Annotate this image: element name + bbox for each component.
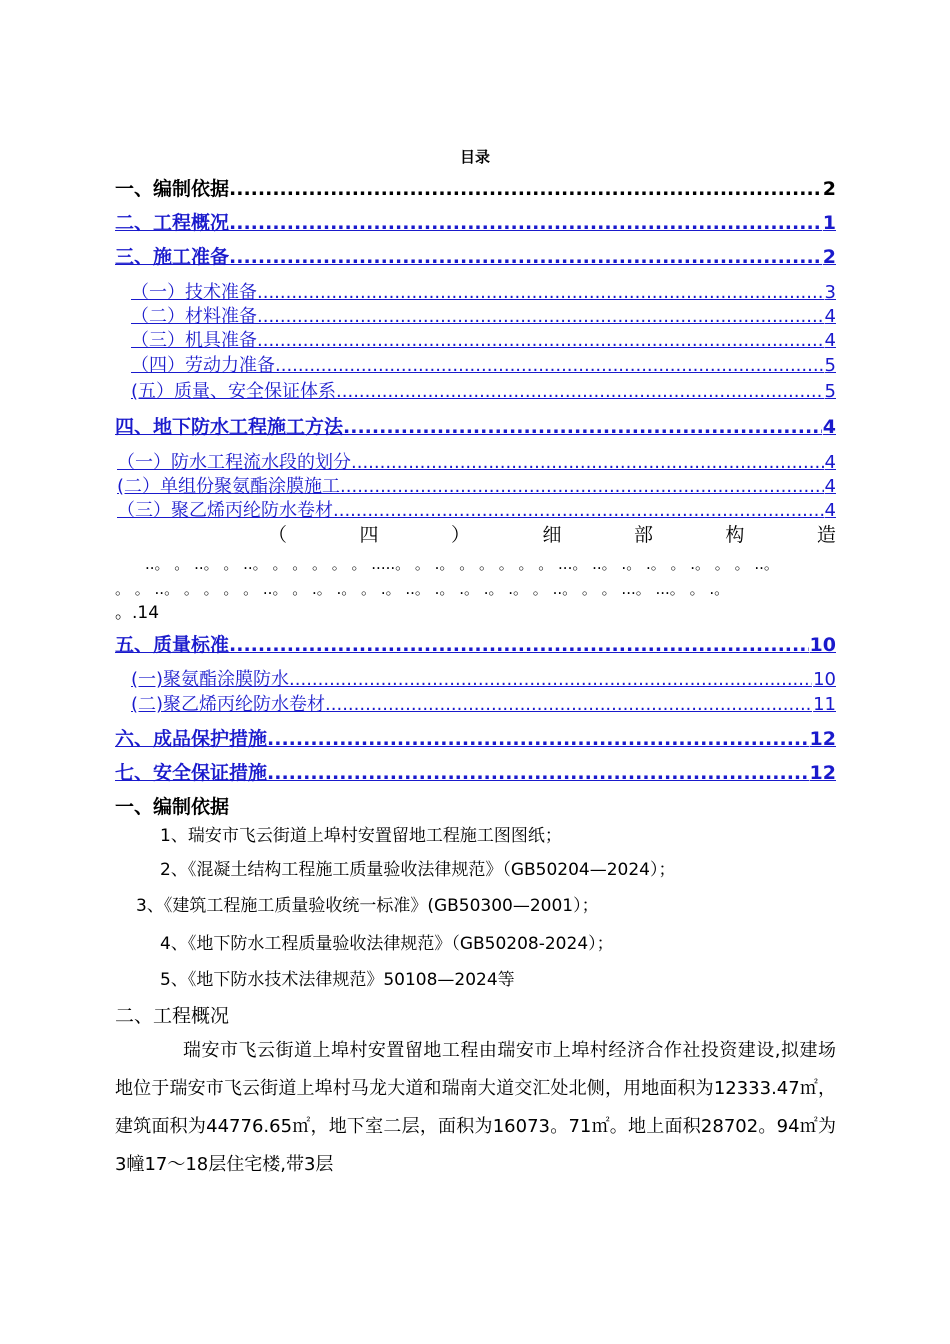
toc-entry-4[interactable] — [115, 412, 836, 438]
toc-leader-dots — [325, 694, 812, 714]
toc-entry-label: 四、地下防水工程施工方法 — [115, 416, 344, 438]
toc-entry-page: 12 — [809, 762, 836, 784]
toc-entry-label: (二）单组份聚氨酯涂膜施工 — [117, 476, 341, 496]
toc-entry-page: 3 — [824, 282, 836, 302]
toc-entry-4-2[interactable] — [117, 472, 836, 496]
toc-title: 目录 — [459, 148, 490, 166]
toc-entry-label: 一、编制依据 — [115, 178, 230, 200]
toc-entry-page: 2 — [822, 246, 836, 268]
toc-entry-label: 六、成品保护措施 — [115, 728, 268, 750]
toc-broken-dots-line3: 。.14 — [115, 603, 160, 623]
toc-entry-3-5[interactable] — [131, 377, 836, 401]
toc-leader-dots — [343, 416, 822, 438]
toc-leader-dots — [267, 762, 809, 784]
toc-entry-label: （四）劳动力准备 — [131, 355, 275, 375]
toc-entry-5-2[interactable] — [131, 690, 836, 714]
toc-entry-label: （三）机具准备 — [131, 330, 257, 350]
toc-entry-page: 1 — [822, 212, 836, 234]
toc-entry-5[interactable] — [115, 630, 836, 656]
basis-item-4: 4、《地下防水工程质量验收法律规范》（GB50208-2024）； — [160, 934, 614, 954]
toc-entry-page: 11 — [813, 694, 836, 714]
section-heading-overview: 二、工程概况 — [115, 1005, 230, 1027]
toc-leader-dots — [289, 669, 812, 689]
toc-entry-label: （一）技术准备 — [131, 282, 257, 302]
toc-entry-label: (五）质量、安全保证体系 — [131, 381, 337, 401]
toc-leader-dots — [257, 330, 824, 350]
toc-entry-page: 4 — [824, 330, 836, 350]
overview-paragraph: 瑞安市飞云街道上埠村安置留地工程由瑞安市上埠村经济合作社投资建设,拟建场地位于瑞安市飞云街道上埠村马龙大道和瑞南大道交汇处北侧，用地面积为12333.47㎡，建筑面积为44776.65㎡，地下室二层，面积为16073。71㎡。地上面积28702。94㎡为3幢17～18层住宅楼,带3层 — [115, 1040, 836, 1175]
toc-entry-page: 5 — [824, 355, 836, 375]
toc-entry-7[interactable] — [115, 758, 836, 784]
toc-entry-page: 4 — [824, 306, 836, 326]
toc-entry-page: 4 — [824, 452, 836, 472]
toc-leader-dots — [275, 355, 824, 375]
toc-leader-dots — [257, 306, 824, 326]
toc-entry-page: 10 — [809, 634, 836, 656]
toc-leader-dots — [340, 476, 824, 496]
toc-entry-label: （一）防水工程流水段的划分 — [117, 452, 351, 472]
toc-char: 细 — [542, 524, 562, 546]
toc-entry-label: 二、工程概况 — [115, 212, 230, 234]
toc-leader-dots — [351, 452, 824, 472]
toc-broken-dots-line2: 。 。 ..。 。 。 。 。 ..。 。 .。 .。 。 .。 ..。 .。 .。 .。 .。 。 ..。 。 。 ...。 ...。 。 .。 — [115, 580, 730, 598]
basis-item-2: 2、《混凝土结构工程施工质量验收法律规范》（GB50204—2024）； — [160, 860, 676, 880]
toc-entry-label: 七、安全保证措施 — [115, 762, 268, 784]
toc-entry-page: 2 — [822, 178, 836, 200]
toc-char: 造 — [816, 524, 836, 546]
toc-entry-label: (一)聚氨酯涂膜防水 — [131, 669, 290, 689]
toc-entry-page: 4 — [824, 476, 836, 496]
toc-char: 构 — [725, 524, 745, 546]
toc-leader-dots — [336, 381, 824, 401]
toc-entry-label: 五、质量标准 — [115, 634, 230, 656]
toc-entry-3-1[interactable] — [131, 278, 836, 302]
toc-entry-3[interactable] — [115, 242, 836, 268]
toc-entry-5-1[interactable] — [131, 665, 836, 689]
toc-entry-4-1[interactable] — [117, 448, 836, 472]
toc-leader-dots — [229, 212, 822, 234]
basis-item-5: 5、《地下防水技术法律规范》50108—2024等 — [160, 970, 515, 990]
toc-entry-4-3[interactable] — [117, 496, 836, 520]
toc-entry-4-4-spread — [268, 520, 836, 546]
toc-leader-dots — [267, 728, 809, 750]
toc-entry-page: 4 — [822, 416, 836, 438]
toc-leader-dots — [229, 246, 822, 268]
toc-leader-dots — [257, 282, 824, 302]
basis-item-1: 1、瑞安市飞云街道上埠村安置留地工程施工图图纸； — [160, 826, 562, 846]
toc-char: （ — [268, 524, 288, 546]
toc-broken-dots-line1: ..。 。 ..。 。 ..。 。 。 。 。 。 .....。 。 .。 。 。 。 。 。 ...。 ..。 .。 .。 。 .。 。 。 ..。 — [145, 555, 779, 573]
toc-entry-label: (二)聚乙烯丙纶防水卷材 — [131, 694, 326, 714]
toc-entry-3-2[interactable] — [131, 302, 836, 326]
toc-entry-page: 5 — [824, 381, 836, 401]
section-heading-basis: 一、编制依据 — [115, 796, 230, 818]
toc-entry-label: （三）聚乙烯丙纶防水卷材 — [117, 500, 333, 520]
toc-char: 四 — [359, 524, 379, 546]
toc-entry-page: 10 — [813, 669, 836, 689]
toc-entry-1[interactable] — [115, 174, 836, 200]
toc-char: 部 — [633, 524, 653, 546]
toc-entry-page: 12 — [809, 728, 836, 750]
toc-char: ） — [450, 524, 470, 546]
toc-leader-dots — [229, 634, 809, 656]
toc-entry-6[interactable] — [115, 724, 836, 750]
toc-entry-3-4[interactable] — [131, 351, 836, 375]
toc-entry-page: 4 — [824, 500, 836, 520]
toc-entry-label: 三、施工准备 — [115, 246, 230, 268]
toc-leader-dots — [333, 500, 824, 520]
toc-leader-dots — [229, 178, 822, 200]
toc-entry-label: （二）材料准备 — [131, 306, 257, 326]
toc-entry-2[interactable] — [115, 208, 836, 234]
basis-item-3: 3、《建筑工程施工质量验收统一标准》(GB50300—2001）； — [136, 896, 599, 916]
toc-entry-3-3[interactable] — [131, 326, 836, 350]
